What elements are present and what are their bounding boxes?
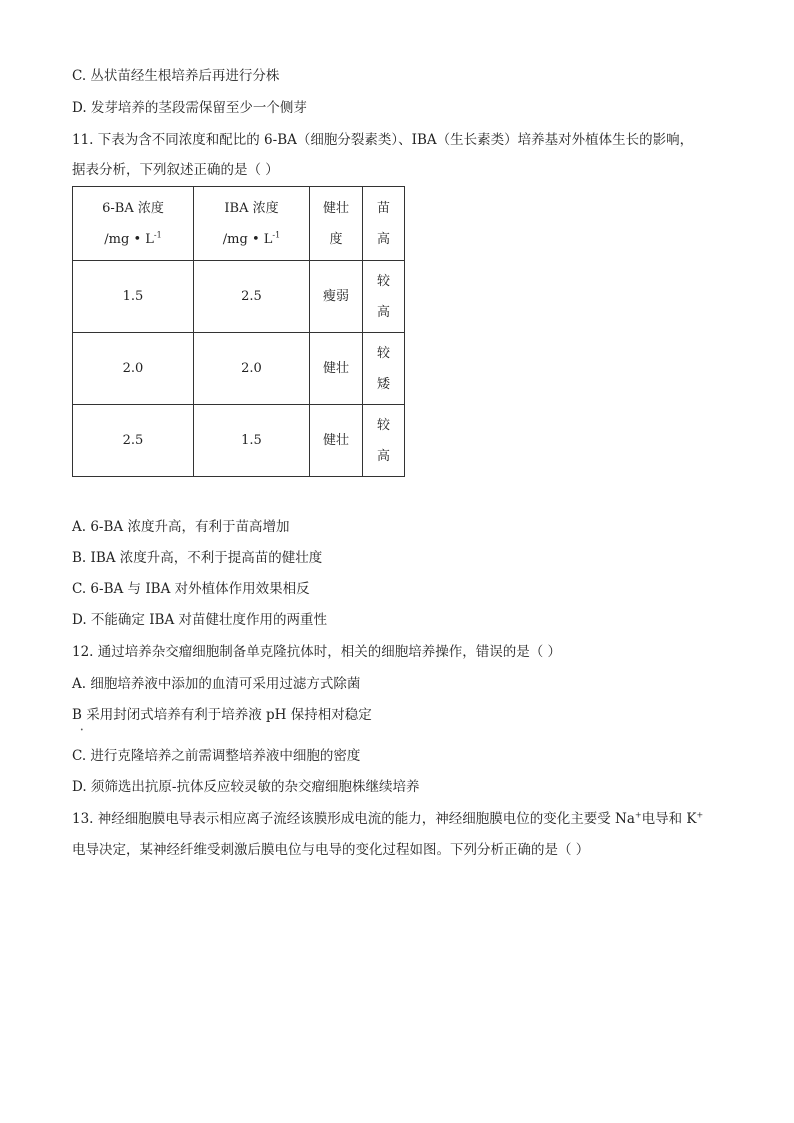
question-12-stem: 12. 通过培养杂交瘤细胞制备单克隆抗体时，相关的细胞培养操作，错误的是（ ） — [72, 644, 562, 660]
q12-option-b: B 采用封闭式培养有利于培养液 pH 保持相对稳定 — [72, 707, 372, 723]
header-height — [363, 187, 405, 261]
header-iba-label: IBA 浓度 — [224, 200, 279, 216]
header-health-l2: 度 — [329, 231, 343, 247]
cell-height-l2: 矮 — [376, 376, 390, 392]
question-13-stem-line1: 13. 神经细胞膜电导表示相应离子流经该膜形成电流的能力，神经细胞膜电位的变化主要受 Na+电导和 K+ — [72, 810, 704, 827]
table-header-row — [73, 187, 405, 261]
cell-height-l1: 较 — [376, 273, 390, 289]
header-6ba — [73, 187, 194, 261]
header-height-l1: 苗 — [376, 200, 390, 216]
data-table — [72, 186, 405, 477]
header-iba — [194, 187, 310, 261]
cell-health: 瘦弱 — [310, 261, 363, 333]
cell-height-l2: 高 — [376, 304, 390, 320]
header-health — [310, 187, 363, 261]
table-row — [73, 405, 405, 477]
question-11-stem-line2: 据表分析，下列叙述正确的是（ ） — [72, 162, 279, 178]
q11-option-b: B. IBA 浓度升高，不利于提高苗的健壮度 — [72, 550, 323, 566]
q12-option-d: D. 须筛选出抗原-抗体反应较灵敏的杂交瘤细胞株继续培养 — [72, 779, 420, 795]
cell-height — [363, 261, 405, 333]
cell-height-l1: 较 — [376, 345, 390, 361]
cell-health: 健壮 — [310, 405, 363, 477]
cell-6ba: 2.5 — [73, 405, 194, 477]
cell-iba: 1.5 — [194, 405, 310, 477]
cell-6ba: 2.0 — [73, 333, 194, 405]
cell-iba: 2.0 — [194, 333, 310, 405]
table-row — [73, 261, 405, 333]
option-c-prev: C. 丛状苗经生根培养后再进行分株 — [72, 68, 280, 84]
cell-height-l1: 较 — [376, 417, 390, 433]
stray-dot: • — [80, 727, 84, 734]
table-row — [73, 333, 405, 405]
q12-option-a: A. 细胞培养液中添加的血清可采用过滤方式除菌 — [72, 676, 361, 692]
cell-iba: 2.5 — [194, 261, 310, 333]
option-d-prev: D. 发芽培养的茎段需保留至少一个侧芽 — [72, 100, 307, 116]
cell-6ba: 1.5 — [73, 261, 194, 333]
cell-height — [363, 333, 405, 405]
q11-option-c: C. 6-BA 与 IBA 对外植体作用效果相反 — [72, 581, 310, 597]
cell-health: 健壮 — [310, 333, 363, 405]
q11-option-a: A. 6-BA 浓度升高，有利于苗高增加 — [72, 519, 290, 535]
header-6ba-unit: /mg • $L^{-1}$ — [104, 230, 162, 247]
cell-height-l2: 高 — [376, 448, 390, 464]
q11-option-d: D. 不能确定 IBA 对苗健壮度作用的两重性 — [72, 612, 328, 628]
header-health-l1: 健壮 — [322, 200, 349, 216]
cell-height — [363, 405, 405, 477]
header-6ba-label: 6-BA 浓度 — [102, 200, 164, 216]
q12-option-c: C. 进行克隆培养之前需调整培养液中细胞的密度 — [72, 748, 361, 764]
question-11-stem-line1: 11. 下表为含不同浓度和配比的 6-BA（细胞分裂素类）、IBA（生长素类）培养基对外植体生长的影响， — [72, 132, 694, 148]
header-height-l2: 高 — [376, 231, 390, 247]
header-iba-unit: /mg • $L^{-1}$ — [222, 230, 281, 247]
question-13-stem-line2: 电导决定，某神经纤维受刺激后膜电位与电导的变化过程如图。下列分析正确的是（ ） — [72, 842, 590, 858]
